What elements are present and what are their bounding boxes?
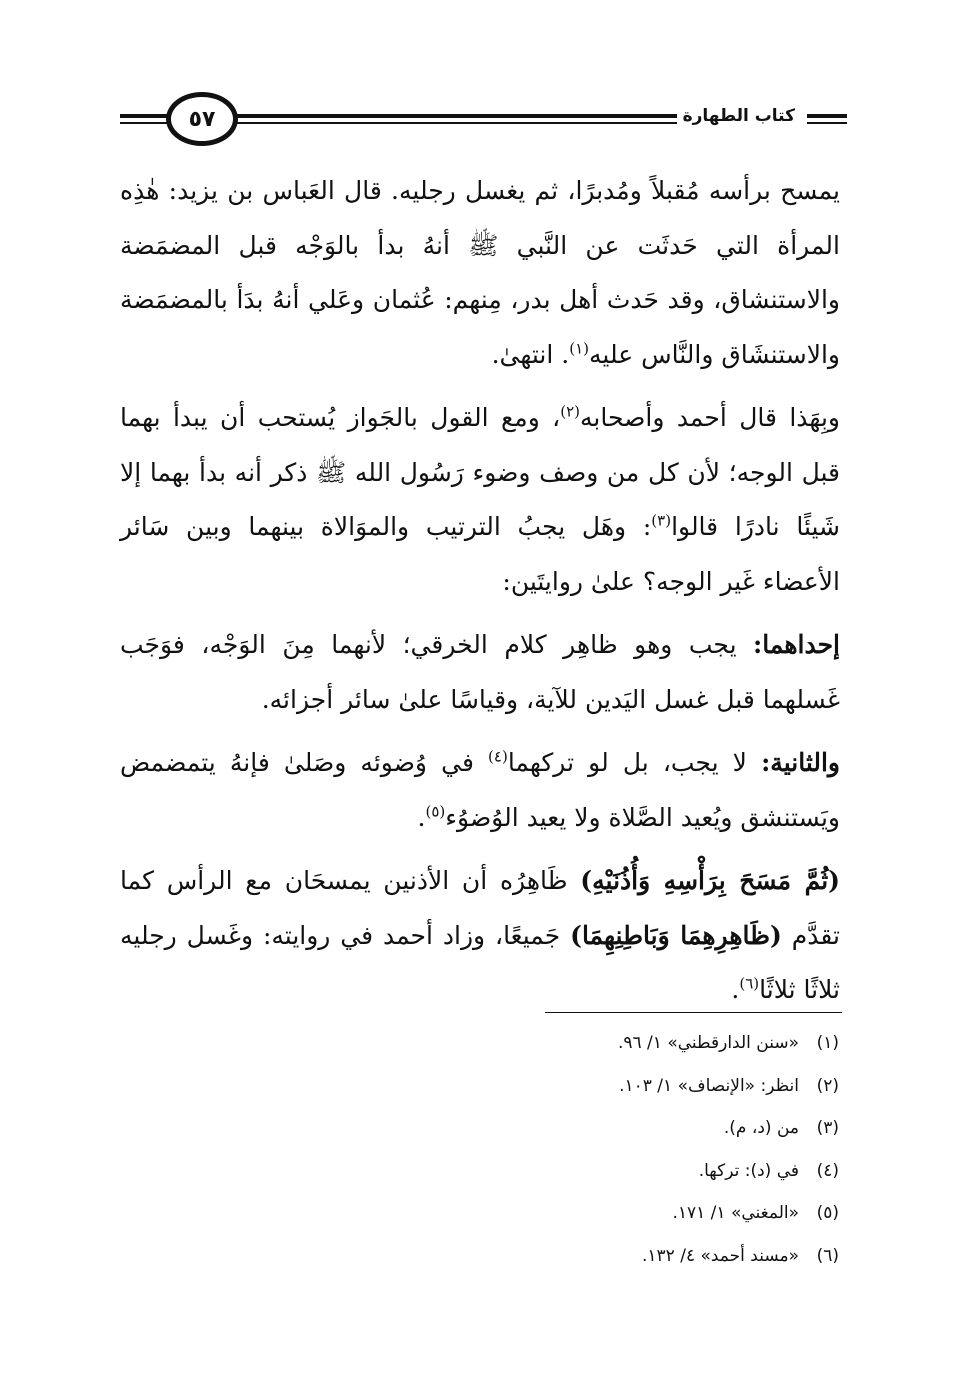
paragraph-1: [120, 164, 840, 382]
footnote-number: (٣): [816, 1118, 839, 1138]
page-header: [120, 92, 847, 152]
footnote-ref-4: (٤): [488, 747, 508, 766]
main-text: [120, 164, 840, 1018]
header-rule: [230, 114, 687, 118]
footnote-text: «المغني» ١/ ١٧١.: [672, 1203, 799, 1223]
footnote-text: «مسند أحمد» ٤/ ١٣٢.: [641, 1245, 799, 1266]
footnote-item: [439, 1107, 839, 1150]
page-number: ٥٧: [166, 92, 238, 146]
footnote-text: انظر: «الإنصاف» ١/ ١٠٣.: [619, 1075, 799, 1096]
matn-quote: (ظَاهِرِهِمَا وَبَاطِنِهِمَا): [570, 920, 782, 950]
paragraph-lead: إحداهما:: [753, 630, 840, 659]
footnote-item: [439, 1022, 839, 1065]
paragraph-text: جَميعًا، وزاد أحمد في روايته: وغَسل رجليه ثلاثًا ثلاثًا: [120, 920, 840, 1004]
paragraph-text: . انتهىٰ.: [491, 339, 570, 369]
paragraph-4: [120, 736, 840, 845]
footnote-number: (٢): [816, 1075, 839, 1096]
paragraph-5: [120, 854, 840, 1018]
footnote-ref-3: (٣): [651, 511, 672, 530]
footnote-item: [439, 1065, 839, 1108]
header-rule-thin: [230, 122, 687, 124]
paragraph-text: لا يجب، بل لو تركهما: [507, 748, 762, 777]
footnote-ref-6: (٦): [739, 974, 760, 993]
footnote-ref-1: (١): [569, 339, 590, 358]
paragraph-text: في وُضوئه وصَلىٰ فإنهُ يتمضمض ويَستنشق ويُعيد الصَّلاة ولا يعيد الوُضوُء: [120, 748, 840, 832]
footnote-number: (٦): [816, 1245, 839, 1266]
footnote-text: من (د، م).: [723, 1118, 799, 1138]
footnote-ref-5: (٥): [425, 802, 446, 821]
paragraph-text: يمسح برأسه مُقبلاً ومُدبرًا، ثم يغسل رجليه. قال العَباس بن يزيد: هٰذِه المرأة التي حَدثَت عن النَّبي ﷺ أنهُ بدأ بالوَجْه قبل المضمَضة والاستنشاق، وقد حَدث أهل بدر، مِنهم: عُثمان وعَلي أنهُ بدَأ بالمضمَضة والاستنشَاق والنَّاس عليه: [120, 176, 840, 369]
matn-quote: (ثُمَّ مَسَحَ بِرَأْسِهِ وَأُذُنَيْهِ): [580, 866, 840, 895]
paragraph-2: [120, 391, 840, 609]
footnote-item: [439, 1150, 839, 1193]
footnote-ref-2: (٢): [560, 402, 581, 421]
paragraph-3: [120, 618, 840, 727]
footnote-number: (٥): [816, 1203, 839, 1223]
paragraph-text: ظَاهِرُه أن الأذنين يمسحَان مع الرأس كما تقدَّم: [120, 866, 841, 950]
footnote-number: (١): [816, 1033, 839, 1053]
paragraph-text: ، ومع القول بالجَواز يُستحب أن يبدأ بهما قبل الوجه؛ لأن كل من وصف وضوء رَسُول الله ﷺ ذكر أنه بدأ بهما إلا شَيئًا نادرًا قالوا: [120, 403, 840, 541]
footnote-number: (٤): [816, 1160, 839, 1181]
paragraph-lead: والثانية:: [761, 748, 840, 777]
paragraph-text: .: [731, 975, 740, 1004]
header-rule-right: [807, 114, 847, 118]
footnote-text: في (د): تركها.: [698, 1160, 799, 1181]
running-title: كتاب الطهارة: [677, 106, 801, 126]
paragraph-text: : وهَل يجبُ الترتيب والموَالاة بينهما وبين سَائر الأعضاء غَير الوجه؟ علىٰ روايتَين:: [120, 512, 840, 596]
header-rule-right-thin: [807, 122, 847, 124]
paragraph-text: يجب وهو ظاهِر كلام الخرقي؛ لأنهما مِنَ الوَجْه، فوَجَب غَسلهما قبل غسل اليَدين للآية، وقياسًا علىٰ سائر أجزائه.: [120, 630, 840, 714]
footnote-text: «سنن الدارقطني» ١/ ٩٦.: [617, 1033, 799, 1053]
paragraph-text: .: [417, 802, 426, 832]
footnote-separator: [545, 1012, 842, 1013]
footnotes: [439, 1022, 839, 1277]
footnote-item: [439, 1235, 839, 1278]
footnote-item: [439, 1192, 839, 1235]
paragraph-text: وبِهَذا قال أحمد وأصحابه: [580, 403, 840, 432]
